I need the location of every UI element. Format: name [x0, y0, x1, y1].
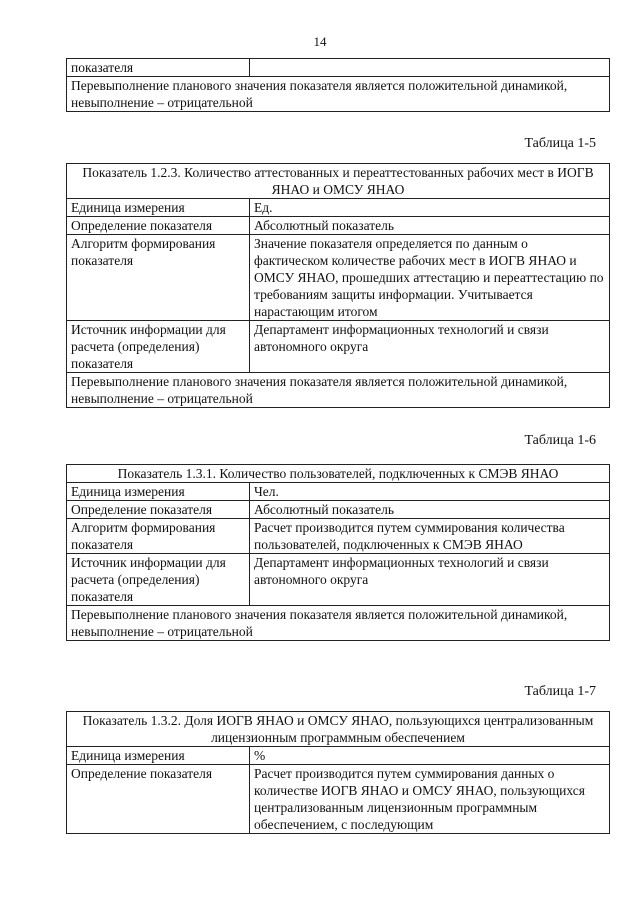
row-value: %: [250, 747, 610, 765]
indicator-table: [66, 163, 610, 408]
row-label: Источник информации для расчета (определения) показателя: [67, 554, 250, 606]
row-value: [250, 59, 610, 77]
page-number: 14: [313, 34, 327, 49]
row-label: Определение показателя: [67, 501, 250, 519]
row-value: Департамент информационных технологий и связи автономного округа: [250, 554, 610, 606]
continued-table: [66, 58, 610, 112]
row-label: Единица измерения: [67, 199, 250, 217]
row-value: Абсолютный показатель: [250, 217, 610, 235]
table-footer: Перевыполнение планового значения показателя является положительной динамикой, невыполнение – отрицательной: [67, 373, 610, 408]
table-header: Показатель 1.3.1. Количество пользователей, подключенных к СМЭВ ЯНАО: [67, 465, 610, 483]
table-footer: Перевыполнение планового значения показателя является положительной динамикой, невыполнение – отрицательной: [67, 77, 610, 112]
row-label: Алгоритм формирования показателя: [67, 235, 250, 321]
row-value: Ед.: [250, 199, 610, 217]
table-caption: Таблица 1-7: [524, 684, 596, 699]
indicator-table: [66, 464, 610, 641]
row-label: Источник информации для расчета (определения) показателя: [67, 321, 250, 373]
row-value: Департамент информационных технологий и связи автономного округа: [250, 321, 610, 373]
table-header: Показатель 1.3.2. Доля ИОГВ ЯНАО и ОМСУ ЯНАО, пользующихся централизованным лицензионным программным обеспечением: [67, 712, 610, 747]
row-value: Абсолютный показатель: [250, 501, 610, 519]
row-label: показателя: [67, 59, 250, 77]
row-value: Расчет производится путем суммирования количества пользователей, подключенных к СМЭВ ЯНАО: [250, 519, 610, 554]
indicator-table: [66, 711, 610, 834]
table-footer: Перевыполнение планового значения показателя является положительной динамикой, невыполнение – отрицательной: [67, 606, 610, 641]
row-label: Алгоритм формирования показателя: [67, 519, 250, 554]
table-caption: Таблица 1-5: [524, 136, 596, 151]
row-value: Значение показателя определяется по данным о фактическом количестве рабочих мест в ИОГВ ЯНАО и ОМСУ ЯНАО, прошедших аттестацию и переаттестацию по требованиям защиты информации. Учитывается нарастающим итогом: [250, 235, 610, 321]
row-value: Чел.: [250, 483, 610, 501]
row-label: Единица измерения: [67, 747, 250, 765]
row-label: Определение показателя: [67, 217, 250, 235]
row-value: Расчет производится путем суммирования данных о количестве ИОГВ ЯНАО и ОМСУ ЯНАО, пользующихся централизованным лицензионным программным обеспечением, с последующим: [250, 765, 610, 834]
row-label: Единица измерения: [67, 483, 250, 501]
table-caption: Таблица 1-6: [524, 433, 596, 448]
table-header: Показатель 1.2.3. Количество аттестованных и переаттестованных рабочих мест в ИОГВ ЯНАО и ОМСУ ЯНАО: [67, 164, 610, 199]
row-label: Определение показателя: [67, 765, 250, 834]
